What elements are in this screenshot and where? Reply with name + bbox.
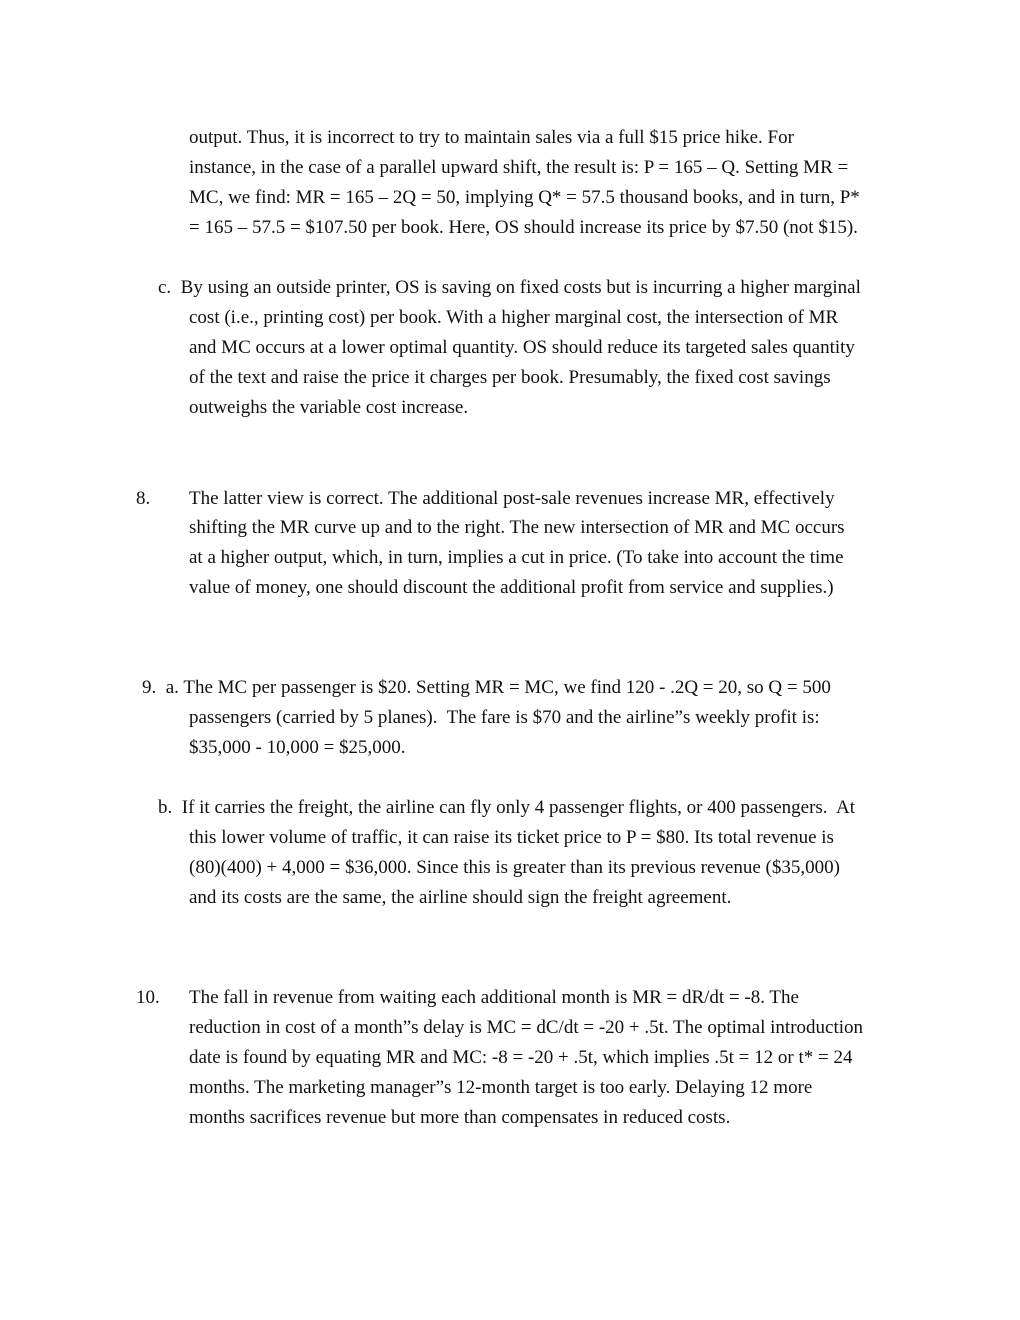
item-8-line: shifting the MR curve up and to the right. The new intersection of MR and MC occurs xyxy=(189,517,845,538)
item-8-line: The latter view is correct. The additional post-sale revenues increase MR, effectively xyxy=(189,488,835,509)
item-8-number: 8. xyxy=(136,488,151,509)
item-9b-first-line: b. If it carries the freight, the airline can fly only 4 passenger flights, or 400 passengers. At xyxy=(158,797,855,818)
continuation-line: output. Thus, it is incorrect to try to maintain sales via a full $15 price hike. For xyxy=(189,127,794,148)
continuation-line: instance, in the case of a parallel upward shift, the result is: P = 165 – Q. Setting MR = xyxy=(189,157,849,178)
item-10-line: months sacrifices revenue but more than compensates in reduced costs. xyxy=(189,1107,731,1128)
item-10-number: 10. xyxy=(136,987,160,1008)
item-10-line: date is found by equating MR and MC: -8 = -20 + .5t, which implies .5t = 12 or t* = 24 xyxy=(189,1047,853,1068)
item-10-line: months. The marketing manager”s 12-month target is too early. Delaying 12 more xyxy=(189,1077,813,1098)
continuation-line: MC, we find: MR = 165 – 2Q = 50, implying Q* = 57.5 thousand books, and in turn, P* xyxy=(189,187,860,208)
item-10-line: The fall in revenue from waiting each additional month is MR = dR/dt = -8. The xyxy=(189,987,799,1008)
item-9b-line: this lower volume of traffic, it can raise its ticket price to P = $80. Its total revenue is xyxy=(189,827,834,848)
item-8-line: at a higher output, which, in turn, implies a cut in price. (To take into account the time xyxy=(189,547,844,568)
item-9a-line: $35,000 - 10,000 = $25,000. xyxy=(189,737,406,758)
item-9b-line: (80)(400) + 4,000 = $36,000. Since this is greater than its previous revenue ($35,000) xyxy=(189,857,840,878)
item-7c-first-line: c. By using an outside printer, OS is saving on fixed costs but is incurring a higher marginal xyxy=(158,277,861,298)
item-9b-line: and its costs are the same, the airline should sign the freight agreement. xyxy=(189,887,732,908)
item-8-line: value of money, one should discount the additional profit from service and supplies.) xyxy=(189,577,834,598)
continuation-line: = 165 – 57.5 = $107.50 per book. Here, OS should increase its price by $7.50 (not $15). xyxy=(189,217,858,238)
item-9a-line: passengers (carried by 5 planes). The fare is $70 and the airline”s weekly profit is: xyxy=(189,707,820,728)
item-7c-line: and MC occurs at a lower optimal quantity. OS should reduce its targeted sales quantity xyxy=(189,337,855,358)
item-7c-line: cost (i.e., printing cost) per book. With a higher marginal cost, the intersection of MR xyxy=(189,307,839,328)
item-10-line: reduction in cost of a month”s delay is MC = dC/dt = -20 + .5t. The optimal introduction xyxy=(189,1017,864,1038)
item-9a-first-line: 9. a. The MC per passenger is $20. Setting MR = MC, we find 120 - .2Q = 20, so Q = 500 xyxy=(142,677,831,698)
item-7c-line: of the text and raise the price it charges per book. Presumably, the fixed cost savings xyxy=(189,367,831,388)
item-7c-line: outweighs the variable cost increase. xyxy=(189,397,469,418)
